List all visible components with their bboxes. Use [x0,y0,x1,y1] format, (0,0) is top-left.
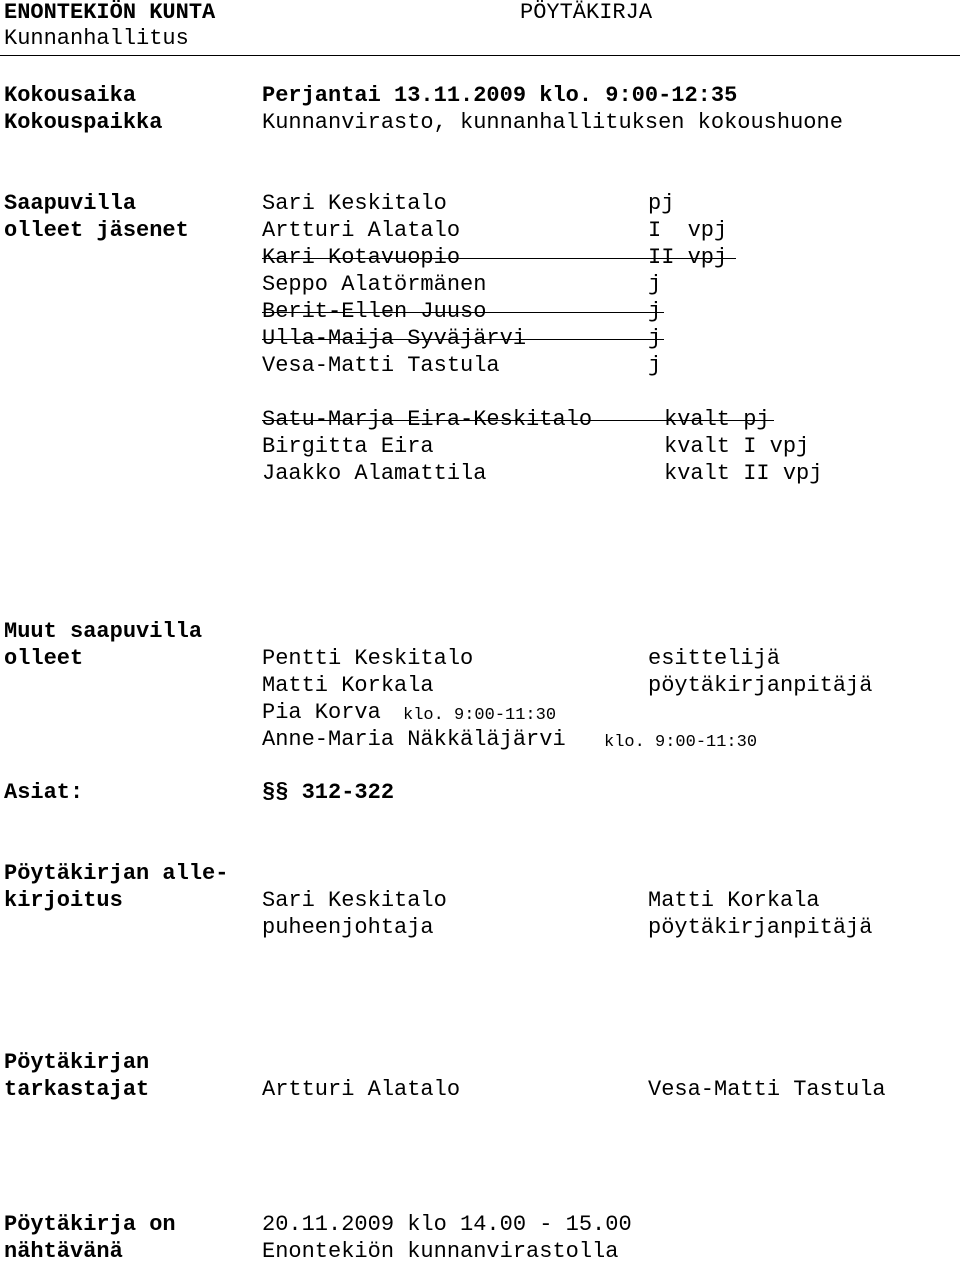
display-label-line2: nähtävänä [4,1239,123,1264]
other-role: pöytäkirjanpitäjä [648,673,873,698]
secretary-title: pöytäkirjanpitäjä [648,915,873,940]
chair-title: puheenjohtaja [262,915,434,940]
reviewers-label-line2: tarkastajat [4,1077,150,1102]
other-role: esittelijä [648,646,781,671]
others-label-line2: olleet [4,646,84,671]
meeting-place-label: Kokouspaikka [4,110,163,135]
other-name: Matti Korkala [262,673,434,698]
deputy-role: kvalt pj [664,407,770,432]
member-role: j [648,326,662,351]
items-range: §§ 312-322 [262,780,395,805]
strikethrough-line [262,312,664,313]
members-label-line2: olleet jäsenet [4,218,189,243]
signature-label-line1: Pöytäkirjan alle- [4,861,229,886]
member-role: pj [648,191,675,216]
deputy-role: kvalt II vpj [664,461,823,486]
member-name: Sari Keskitalo [262,191,447,216]
member-role: II vpj [648,245,728,270]
meeting-time-label: Kokousaika [4,83,137,108]
strikethrough-line [262,258,736,259]
other-time: klo. 9:00-11:30 [403,706,557,725]
display-when: 20.11.2009 klo 14.00 - 15.00 [262,1212,632,1237]
other-name: Pia Korva [262,700,381,725]
other-name: Pentti Keskitalo [262,646,474,671]
display-where: Enontekiön kunnanvirastolla [262,1239,619,1264]
signature-label-line2: kirjoitus [4,888,123,913]
document-type: PÖYTÄKIRJA [520,0,653,25]
strikethrough-line [262,339,664,340]
org-name: ENONTEKIÖN KUNTA [4,0,216,25]
strikethrough-line [262,420,774,421]
body-name: Kunnanhallitus [4,26,189,51]
chair-name: Sari Keskitalo [262,888,447,913]
other-time: klo. 9:00-11:30 [604,733,758,752]
member-name: Ulla-Maija Syväjärvi [262,326,527,351]
deputy-name: Satu-Marja Eira-Keskitalo [262,407,593,432]
meeting-place-value: Kunnanvirasto, kunnanhallituksen kokoushuone [262,110,843,135]
member-role: j [648,272,662,297]
other-name: Anne-Maria Näkkäläjärvi [262,727,566,752]
member-role: j [648,299,662,324]
items-label: Asiat: [4,780,84,805]
members-label-line1: Saapuvilla [4,191,137,216]
member-role: j [648,353,662,378]
display-label-line1: Pöytäkirja on [4,1212,176,1237]
meeting-time-value: Perjantai 13.11.2009 klo. 9:00-12:35 [262,83,738,108]
reviewer-name: Artturi Alatalo [262,1077,461,1102]
deputy-role: kvalt I vpj [664,434,810,459]
member-name: Artturi Alatalo [262,218,461,243]
member-role: I vpj [648,218,728,243]
reviewers-label-line1: Pöytäkirjan [4,1050,150,1075]
member-name: Vesa-Matti Tastula [262,353,500,378]
member-name: Berit-Ellen Juuso [262,299,487,324]
member-name: Kari Kotavuopio [262,245,461,270]
reviewer-name: Vesa-Matti Tastula [648,1077,886,1102]
header-divider [0,55,960,56]
member-name: Seppo Alatörmänen [262,272,487,297]
deputy-name: Jaakko Alamattila [262,461,487,486]
secretary-name: Matti Korkala [648,888,820,913]
deputy-name: Birgitta Eira [262,434,434,459]
others-label-line1: Muut saapuvilla [4,619,203,644]
